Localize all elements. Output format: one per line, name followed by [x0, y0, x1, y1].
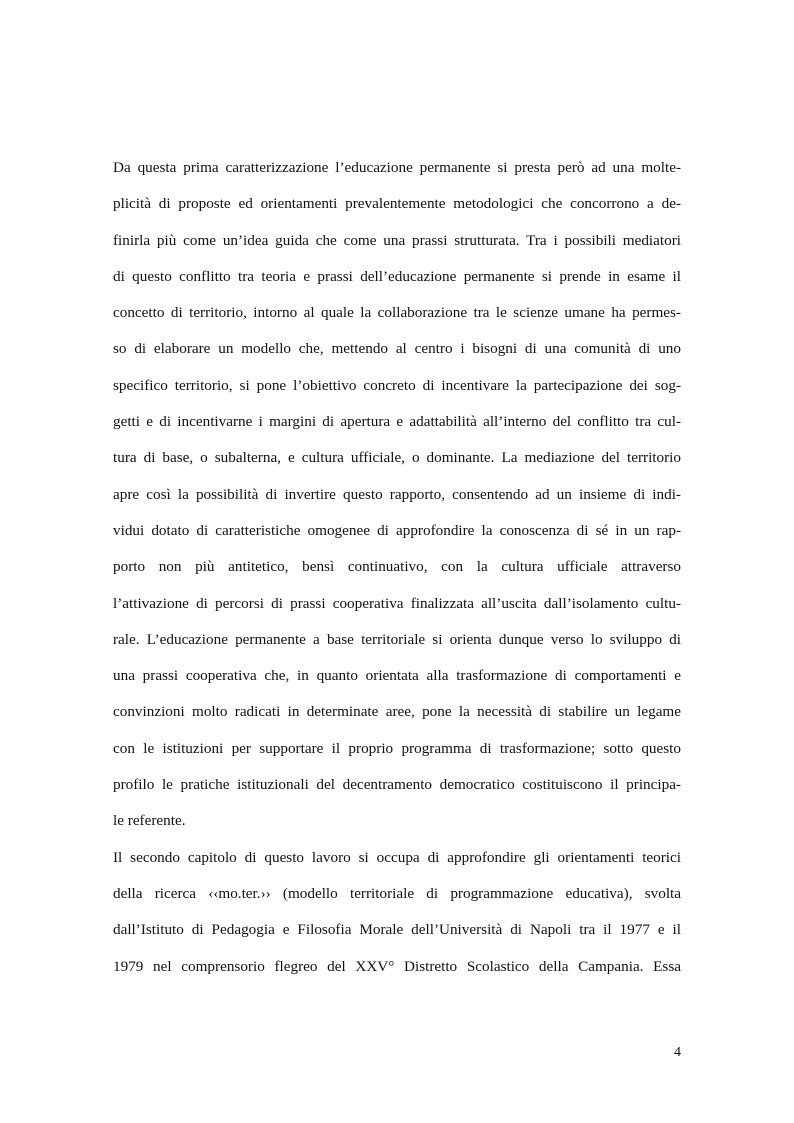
text-line: convinzioni molto radicati in determinate aree, pone la necessità di stabilire un legame — [113, 703, 681, 721]
text-line: 1979 nel comprensorio flegreo del XXV° Distretto Scolastico della Campania. Essa — [113, 957, 681, 975]
text-line: vidui dotato di caratteristiche omogenee di approfondire la conoscenza di sé in un rap- — [113, 521, 681, 539]
text-line: una prassi cooperativa che, in quanto orientata alla trasformazione di comportamenti e — [113, 667, 681, 685]
text-line: della ricerca ‹‹mo.ter.›› (modello territoriale di programmazione educativa), svolta — [113, 884, 681, 902]
text-line: di questo conflitto tra teoria e prassi dell’educazione permanente si prende in esame il — [113, 267, 681, 285]
text-line: Da questa prima caratterizzazione l’educazione permanente si presta però ad una molte- — [113, 159, 681, 176]
text-line: profilo le pratiche istituzionali del decentramento democratico costituiscono il principa- — [113, 776, 681, 794]
text-line: apre così la possibilità di invertire questo rapporto, consentendo ad un insieme di indi- — [113, 485, 681, 503]
text-line: le referente. — [113, 812, 186, 830]
page-number: 4 — [674, 1045, 681, 1060]
text-line: dall’Istituto di Pedagogia e Filosofia Morale dell’Università di Napoli tra il 1977 e il — [113, 921, 681, 939]
text-line: con le istituzioni per supportare il proprio programma di trasformazione; sotto questo — [113, 739, 681, 757]
text-line: tura di base, o subalterna, e cultura ufficiale, o dominante. La mediazione del territorio — [113, 449, 681, 467]
text-line: so di elaborare un modello che, mettendo al centro i bisogni di una comunità di uno — [113, 340, 681, 358]
text-line: rale. L’educazione permanente a base territoriale si orienta dunque verso lo sviluppo di — [113, 630, 681, 648]
text-line: getti e di incentivarne i margini di apertura e adattabilità all’interno del conflitto tra cul- — [113, 413, 681, 431]
text-line: specifico territorio, si pone l’obiettivo concreto di incentivare la partecipazione dei sog- — [113, 376, 681, 394]
text-line: plicità di proposte ed orientamenti prevalentemente metodologici che concorrono a de- — [113, 195, 681, 213]
text-line: finirla più come un’idea guida che come una prassi strutturata. Tra i possibili mediatori — [113, 231, 681, 249]
body-text — [113, 150, 681, 985]
text-line: l’attivazione di percorsi di prassi cooperativa finalizzata all’uscita dall’isolamento cultu- — [113, 594, 681, 612]
text-line: porto non più antitetico, bensì continuativo, con la cultura ufficiale attraverso — [113, 558, 681, 576]
text-line: Il secondo capitolo di questo lavoro si occupa di approfondire gli orientamenti teorici — [113, 848, 681, 866]
paragraph-2 — [113, 840, 681, 985]
text-line: concetto di territorio, intorno al quale la collaborazione tra le scienze umane ha permes- — [113, 304, 681, 322]
paragraph-1 — [113, 150, 681, 840]
